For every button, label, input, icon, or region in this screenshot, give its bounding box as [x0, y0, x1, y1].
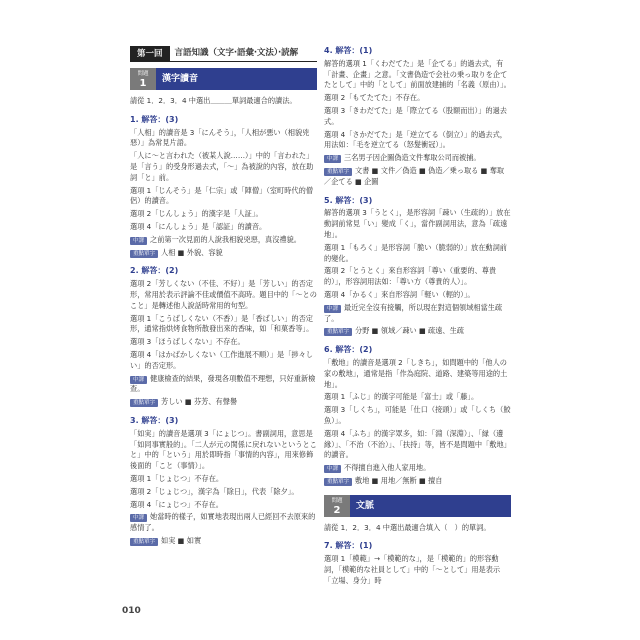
vocab-tag: 重點單字: [130, 250, 158, 258]
explanation: 「人に～と言われた（被某人說……）」中的「言われた」是「言う」的受身形過去式，「～」為被說的內容，放在助詞「と」前。: [130, 151, 314, 182]
chapter-title: 言語知識（文字‧語彙‧文法）‧読解: [170, 46, 317, 62]
vocab-tag: 重點單字: [324, 168, 352, 176]
section-tag-number: 1: [139, 78, 147, 89]
answer-block-4: [324, 46, 511, 188]
vocab-text: 芳しい ■ 芬芳、有聲譽: [161, 397, 238, 407]
book-page: [118, 40, 522, 602]
vocab-tag: 重點單字: [324, 328, 352, 336]
section-tag-label: 問題: [137, 71, 149, 77]
section-banner-2: [324, 495, 511, 517]
translation-row: [324, 463, 511, 474]
explanation: 選項 1「じょじつ」不存在。: [130, 473, 224, 483]
vocab-text: 人相 ■ 外貌、容貌: [161, 247, 223, 257]
left-column: [130, 40, 317, 549]
section-banner-1: [130, 68, 317, 90]
translation-row: [130, 512, 317, 534]
explanation: 選項 3「ほうばしくない」不存在。: [130, 337, 245, 347]
translation-text: 她當時的樣子，如實地表現出兩人已經回不去原來的感情了。: [130, 512, 316, 533]
answer-block-2: [130, 266, 317, 408]
explanation: 選項 3「きわだてた」是「際立てる（股額而出）」的過去式。: [324, 105, 507, 126]
translation-row: [324, 303, 511, 325]
chapter-header: [130, 46, 317, 62]
section-tag-number: 2: [333, 504, 341, 516]
section-tag: [324, 495, 350, 517]
vocab-row: [324, 476, 511, 487]
page-number: 010: [122, 606, 141, 616]
vocab-row: [324, 326, 511, 337]
explanation: 選項 4「かるく」來自形容詞「軽い（輕的）」。: [324, 289, 475, 299]
explanation: 選項 1「ふじ」的漢字可能是「富士」或「藤」。: [324, 392, 479, 402]
right-column: [324, 40, 511, 589]
explanation: 解答的選項 1「くわだてた」是「企てる」的過去式，有「計畫、企畫」之意。「文書偽造で会社の乗っ取りを企てたとして」中的「として」前面放建捕的「名義（原由）」。: [324, 58, 511, 90]
explanation: 選項 4「はかばかしくない（工作進展不順）」是「捗々しい」的否定形。: [130, 349, 313, 370]
translation-text: 最近完全沒有接觸，所以現在對這個領域相當生疏了。: [324, 302, 503, 323]
translation-tag: 中譯: [324, 305, 341, 313]
explanation: 選項 2「もてたてた」不存在。: [324, 93, 425, 103]
vocab-text: 如実 ■ 如實: [161, 535, 202, 545]
section-tag-label: 問題: [331, 497, 343, 504]
explanation: 選項 2「じんしょう」的漢字是「人証」。: [130, 209, 263, 219]
answer-block-6: [324, 345, 511, 487]
explanation: 「人相」的讀音是 3「にんそう」，「人相が悪い（相貌兇惡）」為常見片語。: [130, 127, 310, 148]
vocab-row: [130, 248, 317, 259]
translation-tag: 中譯: [130, 514, 147, 522]
explanation: 解答的選項 3「うとく」，是形容詞「疎い（生疏的）」放在動詞前常見「い」變成「く」，當作副詞用法，意為「疏遠地」。: [324, 208, 511, 239]
explanation: 選項 4「ふち」的漢字眾多，如：「淵（深淵）」、「縁（邊緣）」、「不治（不治）」、「扶持」等，皆不是問題中「敷地」的讀音。: [324, 428, 511, 460]
translation-row: [130, 374, 317, 396]
answer-heading: 1. 解答：(3): [130, 114, 179, 124]
explanation: 選項 4「さかだてた」是「逆立てる（倒立）」的過去式，用法如：「毛を逆立てる（怒髮衝冠）」。: [324, 129, 507, 150]
answer-block-1: [130, 115, 317, 259]
chapter-number: 第一回: [130, 46, 170, 62]
translation-tag: 中譯: [130, 376, 147, 384]
explanation: 選項 2「とうとく」來自形容詞「尊い（重要的、尊貴的）」，形容詞用法如：「尊い方（尊貴的人）」。: [324, 266, 497, 287]
explanation: 選項 1「模範」→「模範的な」，是「模範的」的形容動詞，「模範的な社員として」中的「～として」用是表示「立場、身分」時: [324, 554, 501, 585]
vocab-tag: 重點單字: [130, 538, 158, 546]
answer-heading: 4. 解答：(1): [324, 46, 373, 55]
vocab-tag: 重點單字: [324, 478, 352, 486]
section-instruction: 請從 1．2．3．4 中選出＿＿＿單詞最適合的讀法。: [130, 96, 297, 105]
section-tag: [130, 68, 156, 90]
answer-heading: 3. 解答：(3): [130, 415, 179, 425]
answer-heading: 6. 解答：(2): [324, 345, 373, 355]
answer-heading: 5. 解答：(3): [324, 195, 373, 205]
translation-text: 三名男子因企圖偽造文件奪取公司而被捕。: [344, 153, 481, 163]
translation-text: 之前第一次見面的人說我相貌兇惡，真沒禮貌。: [150, 234, 301, 244]
explanation: 選項 2「芳しくない（不佳、不好）」是「芳しい」的否定形，常用於表示評論不佳或價值不高時。題目中的「～とのこと」是轉述他人說話時常用的句型。: [130, 279, 317, 310]
translation-tag: 中譯: [130, 237, 147, 245]
translation-row: [130, 235, 317, 246]
translation-text: 不得擅自進入他人家用地。: [344, 463, 431, 473]
explanation: 選項 4「にんしょう」是「認証」的讀音。: [130, 221, 267, 231]
section-title: 文脈: [350, 495, 511, 517]
vocab-row: [130, 536, 317, 547]
explanation: 「如実」的讀音是選項 3「にょじつ」。書副詞用，意思是「如同事實般的」。「二人が元の関係に戻れないというとこと」中的「という」用於即時指「事情的內容」，用來修飾後面的「こと（事情）」。: [130, 428, 317, 471]
vocab-row: [324, 166, 511, 188]
section-title: 漢字讀音: [156, 68, 317, 90]
section-instruction: 請從 1．2．3．4 中選出最適合填入（ ）的單詞。: [324, 522, 491, 532]
translation-row: [324, 153, 511, 164]
vocab-tag: 重點單字: [130, 399, 158, 407]
translation-tag: 中譯: [324, 465, 341, 473]
translation-text: 健康檢查的結果，發現各項數值不理想，只好重新檢查。: [130, 373, 316, 394]
vocab-text: 文書 ■ 文件／偽造 ■ 偽造／乗っ取る ■ 奪取／企てる ■ 企圖: [324, 165, 505, 186]
explanation: 選項 1「こうばしくない（不香）」是「香ばしい」的否定形，通常指烘烤食物所散發出來的香味，如「和菓香等」。: [130, 313, 314, 334]
vocab-text: 分野 ■ 領域／疎い ■ 疏遠、生疏: [355, 326, 464, 336]
answer-block-3: [130, 416, 317, 547]
translation-tag: 中譯: [324, 155, 341, 163]
answer-heading: 2. 解答：(2): [130, 266, 179, 276]
explanation: 選項 2「じょじつ」，漢字為「除日」，代表「除夕」。: [130, 486, 299, 496]
explanation: 選項 1「じんそう」是「仁宗」或「陣僧」（室町時代的僧侶）的讀音。: [130, 185, 313, 206]
answer-heading: 7. 解答：(1): [324, 541, 373, 551]
vocab-text: 敷地 ■ 用地／無断 ■ 擅自: [355, 475, 443, 485]
answer-block-5: [324, 196, 511, 338]
explanation: 選項 4「にょじつ」不存在。: [130, 499, 223, 509]
vocab-row: [130, 397, 317, 408]
explanation: 選項 1「もろく」是形容詞「脆い（脆弱的）」放在動詞前的變化。: [324, 242, 507, 263]
explanation: 「敷地」的讀音是選項 2「しきち」，如問題中的「他人の家の敷地」，通常是指「作為庭院、道路、建築等用途的土地」。: [324, 357, 508, 389]
answer-block-7: [324, 541, 511, 586]
explanation: 選項 3「しくち」，可能是「仕口（接頭）」或「しくち（鮫魚）」。: [324, 405, 511, 425]
